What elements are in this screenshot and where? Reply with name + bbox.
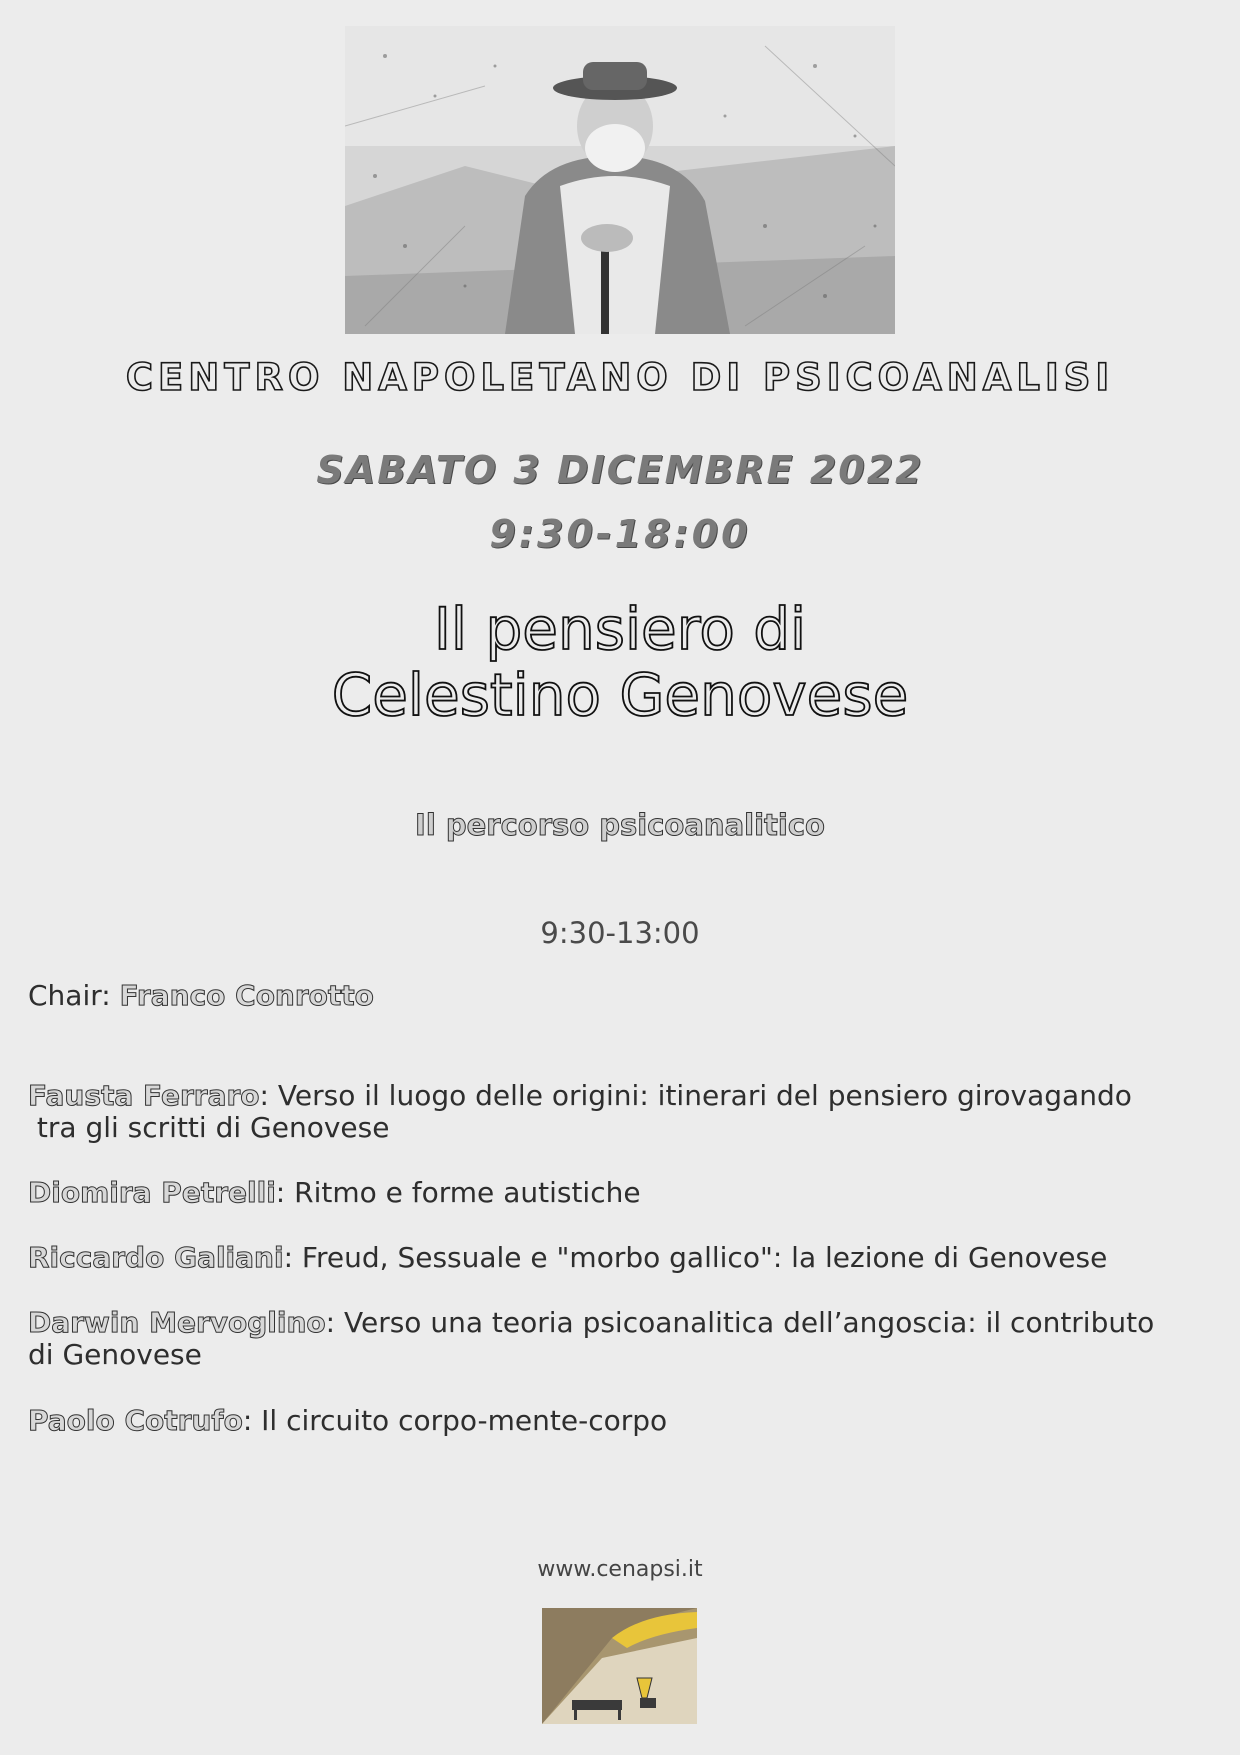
portrait-photo-icon (345, 26, 895, 334)
event-title (0, 596, 1240, 728)
list-item (28, 1307, 1218, 1371)
chair-name: Franco Conrotto (119, 979, 374, 1012)
talk-title: : Freud, Sessuale e "morbo gallico": la lezione di Genovese (283, 1241, 1108, 1274)
list-item (28, 1242, 1218, 1274)
talk-title: : Verso il luogo delle origini: itinerari del pensiero girovagando (259, 1079, 1132, 1112)
speaker-name: Paolo Cotrufo (28, 1404, 243, 1437)
talk-title: : Il circuito corpo-mente-corpo (242, 1404, 668, 1437)
chair-row (28, 980, 1218, 1012)
talk-title: : Ritmo e forme autistiche (275, 1176, 641, 1209)
speaker-name: Diomira Petrelli (28, 1176, 276, 1209)
event-date: SABATO 3 DICEMBRE 2022 (316, 448, 924, 492)
organization-name: CENTRO NAPOLETANO DI PSICOANALISI (125, 356, 1115, 399)
list-item (28, 1177, 1218, 1209)
title-line-2: Celestino Genovese (331, 661, 909, 729)
talk-title-continued: di Genovese (28, 1338, 202, 1371)
speaker-name: Riccardo Galiani (28, 1241, 284, 1274)
title-line-1: Il pensiero di (433, 595, 807, 663)
talk-title-continued: tra gli scritti di Genovese (28, 1111, 390, 1144)
speaker-name: Fausta Ferraro (28, 1079, 260, 1112)
session-time: 9:30-13:00 (540, 916, 700, 950)
list-item (28, 1405, 1218, 1437)
list-item (28, 1080, 1218, 1144)
session-name: Il percorso psicoanalitico (415, 808, 825, 842)
talk-title: : Verso una teoria psicoanalitica dell’angoscia: il contributo (325, 1306, 1155, 1339)
event-time: 9:30-18:00 (489, 512, 751, 556)
cenapsi-logo-icon (542, 1608, 697, 1724)
website-link[interactable]: www.cenapsi.it (537, 1557, 703, 1582)
speaker-name: Darwin Mervoglino (28, 1306, 326, 1339)
chair-label: Chair: (28, 979, 120, 1012)
